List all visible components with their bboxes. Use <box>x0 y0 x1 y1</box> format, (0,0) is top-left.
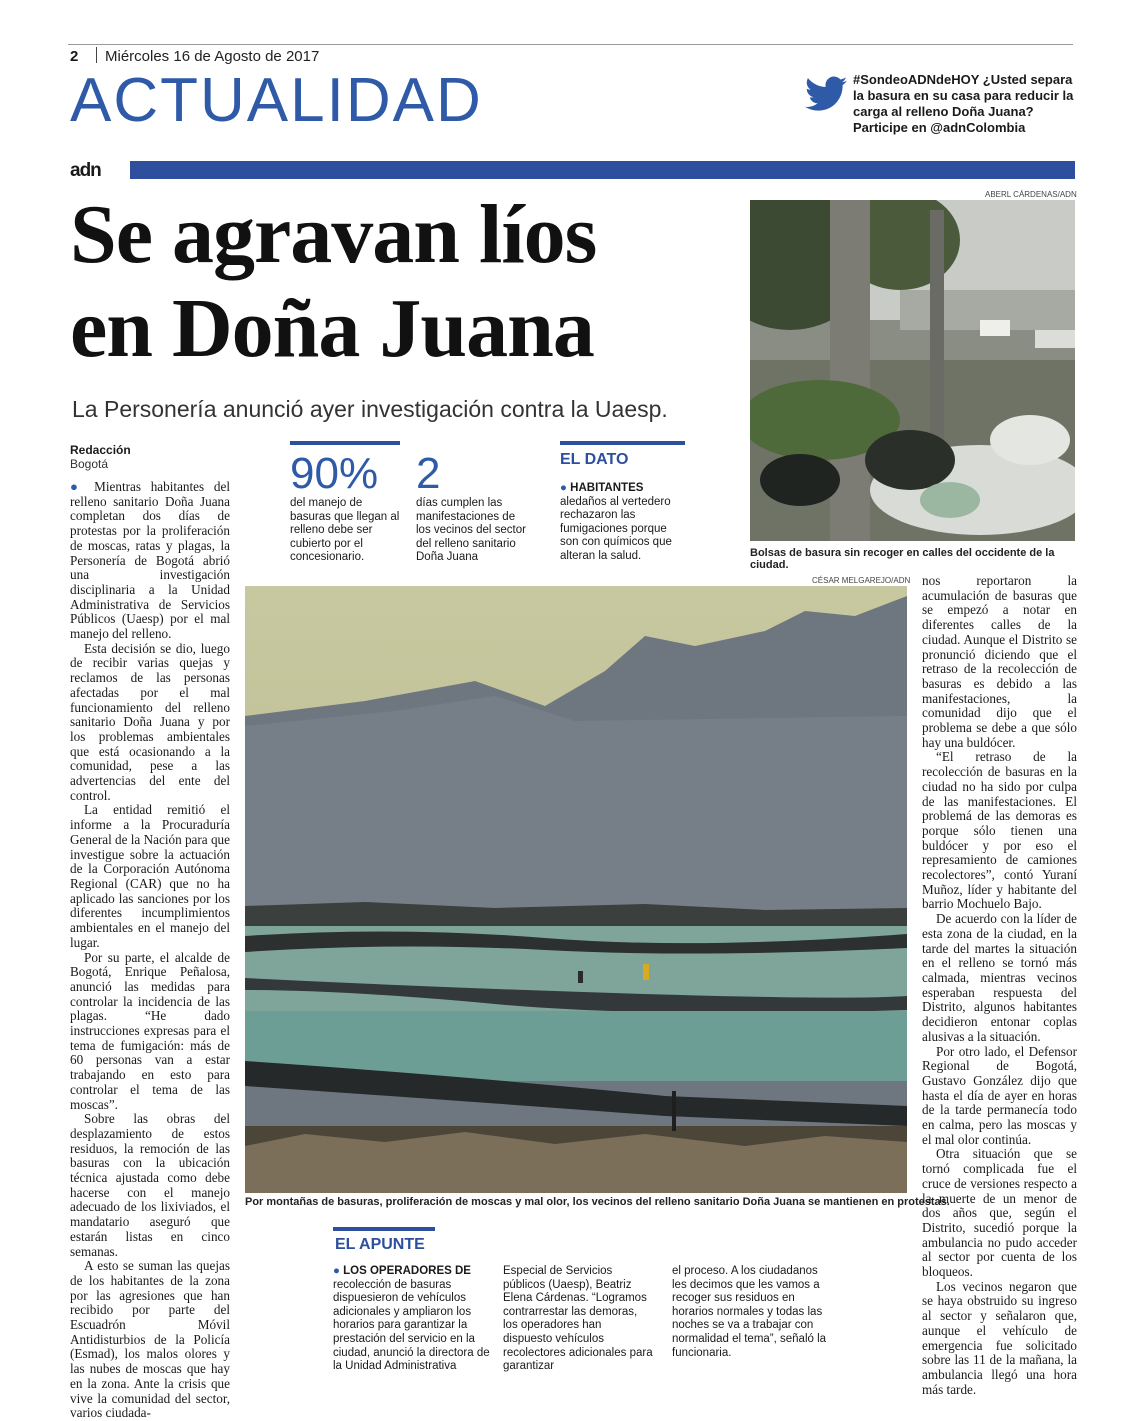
top-rule <box>68 44 1073 45</box>
paragraph: La entidad remitió el informe a la Procuraduría General de la Nación para que investigue sobre la actuación de la Corporación Autónoma Regional (CAR) que no ha aplicado las sanciones por los diferentes incumplimientos ambientales en el manejo del lugar. <box>70 802 230 950</box>
stat-number: 90% <box>290 449 379 498</box>
stat-rule <box>290 441 400 445</box>
adn-logo: adn <box>70 160 101 181</box>
street-garbage-photo <box>750 200 1075 541</box>
landfill-photo <box>245 586 907 1193</box>
photo-caption-top: Bolsas de basura sin recoger en calles del occidente de la ciudad. <box>750 547 1055 571</box>
el-apunte-title: EL APUNTE <box>335 1236 425 1253</box>
el-dato-title: EL DATO <box>560 451 629 468</box>
paragraph: Otra situación que se tornó complicada fue el cruce de versiones respecto a la muerte de un menor de dos años que, según el Distrito, sucedió porque la ambulancia no pudo acceder al sector por cuenta de los bloqueos. <box>922 1146 1077 1280</box>
paragraph: Por otro lado, el Defensor Regional de Bogotá, Gustavo González dijo que hasta el día de ayer en horas de la tarde permanecía todo en calma, pero las moscas y el mal olor continúa. <box>922 1043 1077 1147</box>
paragraph: “El retraso de la recolección de basuras en la ciudad no ha sido por culpa de las manifestaciones. El problemá de las demoras es porque sólo tienen una buldócer y por eso el represamiento de camiones recolectores”, contó Yuraní Muñoz, líder y habitante del barrio Mochuelo Bajo. <box>922 749 1077 912</box>
bullet-icon: ● <box>333 1265 344 1277</box>
paragraph: nos reportaron la acumulación de basuras que se empezó a notar en diferentes calles de la ciudad. Aunque el Distrito se pronunció diciendo que el retraso de la recolección de basuras es debido a las manifestaciones, la comunidad dijo que el problema se debe a que sólo hay una buldócer. <box>922 573 1077 750</box>
date-separator <box>96 47 97 63</box>
photo-credit-top: ABERL CÁRDENAS/ADN <box>985 190 1077 199</box>
headline-line-2: en Doña Juana <box>70 282 594 375</box>
paragraph: Por su parte, el alcalde de Bogotá, Enrique Peñalosa, anunció las medidas para controlar la incidencia de las plagas. “He dado instrucciones expresas para el tema de fumigación: más de 60 personas van a estar trabajando en esto para controlar el tema de las moscas”. <box>70 949 230 1112</box>
twitter-bird-icon <box>805 76 847 112</box>
paragraph: Los vecinos negaron que se haya obstruido su ingreso al sector y señalaron que, aunque el vehículo de emergencia fue solicitado sobre las 11 de la mañana, la ambulancia llegó una hora más tarde. <box>922 1278 1077 1397</box>
stat-text: del manejo de basuras que llegan al relleno debe ser cubierto por el concesionario. <box>290 497 400 563</box>
section-bar <box>130 161 1075 179</box>
stat-text: días cumplen las manifestaciones de los vecinos del sector del relleno sanitario Doña Juana <box>416 497 526 563</box>
headline-line-1: Se agravan líos <box>70 188 597 281</box>
stat-number: 2 <box>416 449 441 498</box>
paragraph: De acuerdo con la líder de esta zona de la ciudad, en la tarde del martes la situación en el relleno se tornó más calmada, mientras vecinos esperaban respuesta del Distrito, algunos habitantes decidieron entonar coplas alusivas a la situación. <box>922 911 1077 1044</box>
paragraph: Esta decisión se dio, luego de recibir varias quejas y reclamos de las personas afectadas por el mal funcionamiento del relleno sanitario Doña Juana y por los problemas ambientales que está ocasionando a la comunidad, pese a las advertencias del ente del control. <box>70 640 230 803</box>
page-number: 2 <box>70 48 79 65</box>
subheadline: La Personería anunció ayer investigación contra la Uaesp. <box>72 396 668 422</box>
byline-author: Redacción <box>70 443 131 457</box>
el-apunte-col-b: Especial de Servicios públicos (Uaesp), Beatriz Elena Cárdenas. “Logramos contrarrestar las demoras, los operadores han dispuesto vehículos recolectores adicionales para garantizar <box>503 1265 653 1373</box>
article-column-4 <box>922 574 1077 1397</box>
photo-credit-big: CÉSAR MELGAREJO/ADN <box>812 576 911 585</box>
bullet-icon: ● <box>560 482 571 494</box>
el-apunte-col-a: ● LOS OPERADORES DE recolección de basuras dispuesieron de vehículos adicionales y ampliaron los horarios para garantizar la prestación del servicio en la ciudad, anunció la directora de la Unidad Administrativa <box>333 1265 490 1373</box>
dato-rule <box>560 441 685 445</box>
paragraph: A esto se suman las quejas de los habitantes de la zona por las agresiones que han recibido por parte del Escuadrón Móvil Antidisturbios de la Policía (Esmad), los malos olores y las nubes de moscas que hay en la zona. Ante la crisis que vive la comunidad del sector, varios ciudada- <box>70 1258 230 1421</box>
headline <box>70 188 750 376</box>
apunte-rule <box>333 1227 435 1231</box>
section-title: ACTUALIDAD <box>70 66 483 135</box>
el-apunte-col-c: el proceso. A los ciudadanos les decimos que les vamos a recoger sus residuos en horarios normales y todas las noches se va a trabajar con normalidad el tema”, señaló la funcionaria. <box>672 1265 827 1359</box>
photo-caption-big: Por montañas de basuras, proliferación de moscas y mal olor, los vecinos del relleno sanitario Doña Juana se mantienen en protestas. <box>245 1196 950 1208</box>
twitter-poll-text: #SondeoADNdeHOY ¿Usted separa la basura en su casa para reducir la carga al relleno Doña Juana? Participe en @adnColombia <box>853 72 1074 135</box>
paragraph: Sobre las obras del desplazamiento de estos residuos, la remoción de las basuras con la ubicación técnica ajustada como debe hacerse con el manejo adecuado de los lixiviados, el mandatario aseguró que estarán listas en cinco semanas. <box>70 1111 230 1259</box>
byline-city: Bogotá <box>70 457 109 471</box>
paragraph: ● Mientras habitantes del relleno sanitario Doña Juana completan dos días de protestas por la proliferación de moscas, ratas y plagas, la Personería de Bogotá abrió una investigación disciplinaria a la Unidad Administrativa de Servicios Públicos (Uaesp) por el mal manejo del relleno. <box>70 479 230 642</box>
article-column-1 <box>70 480 230 1421</box>
el-dato-text: ● HABITANTES aledaños al vertedero rechazaron las fumigaciones porque son con químicos que alteran la salud. <box>560 482 672 562</box>
bullet-icon: ● <box>70 479 95 494</box>
issue-date: Miércoles 16 de Agosto de 2017 <box>105 48 320 65</box>
